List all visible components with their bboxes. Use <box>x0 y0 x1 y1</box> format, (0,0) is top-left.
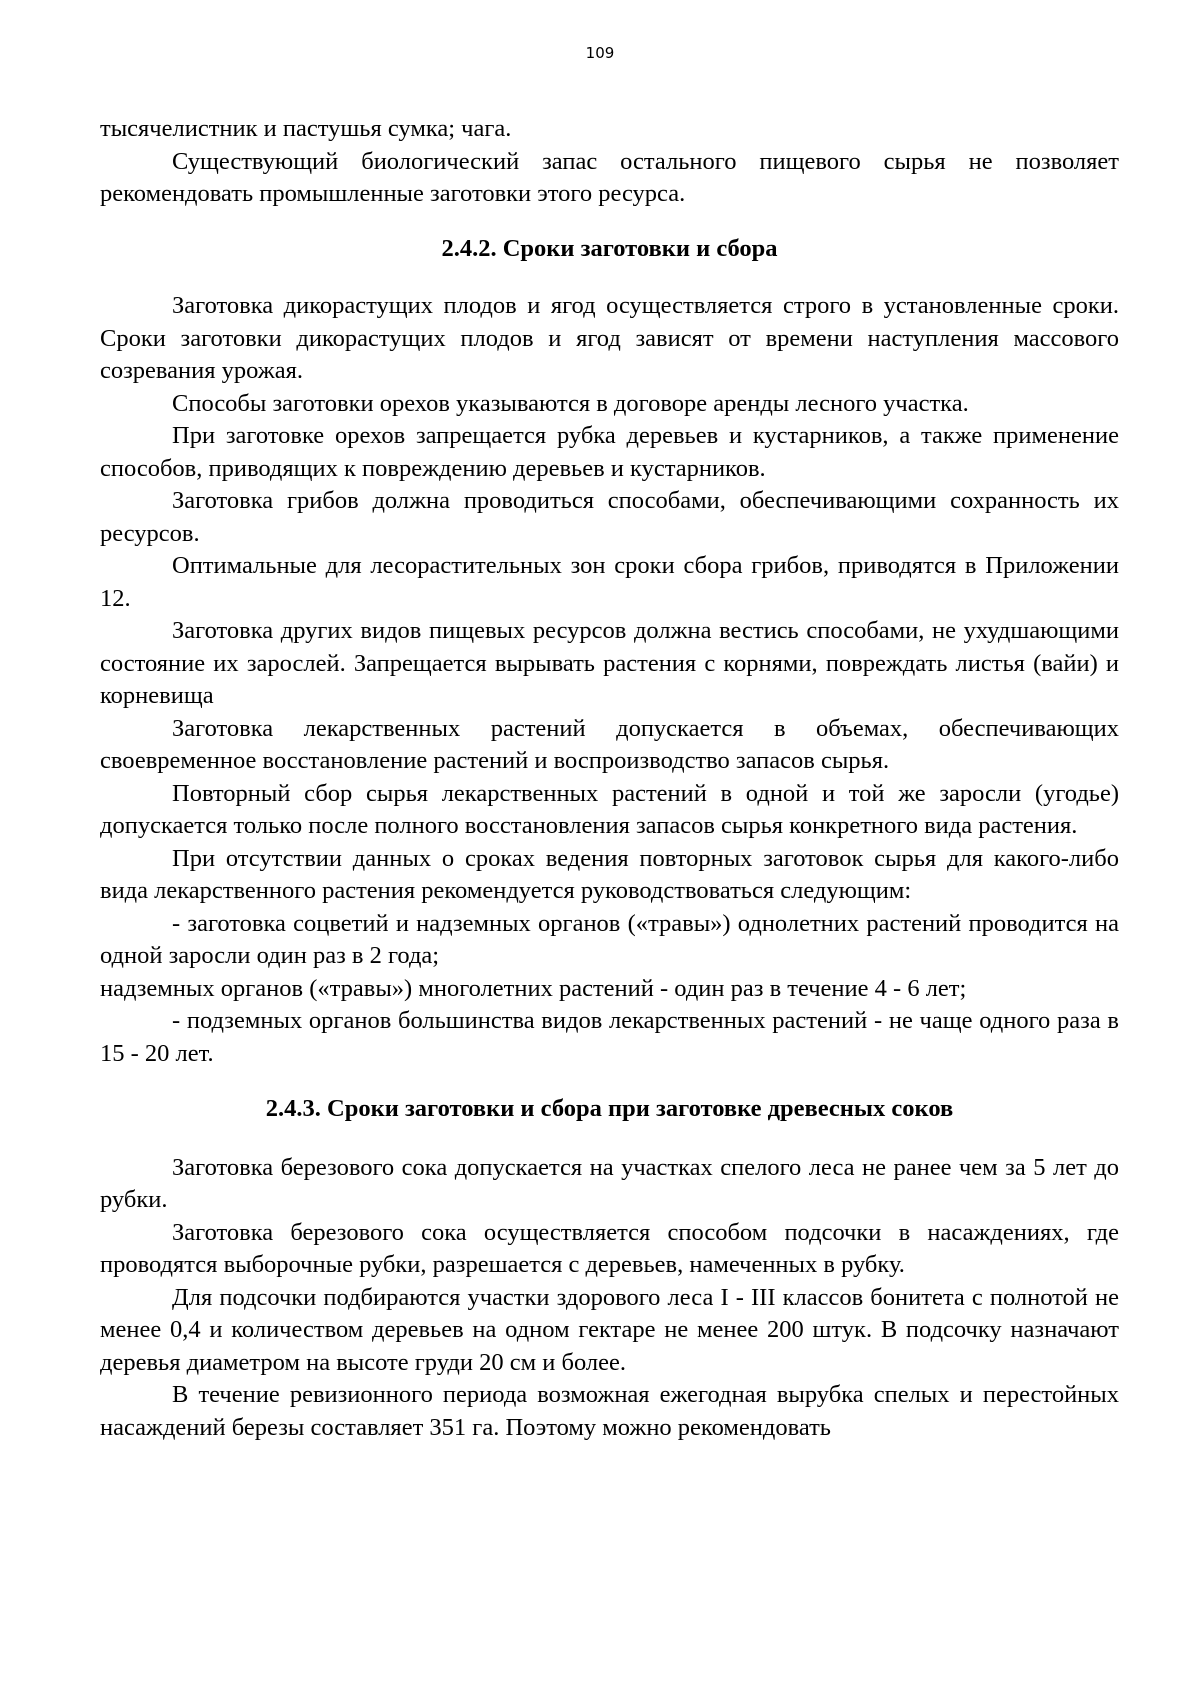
paragraph: В течение ревизионного периода возможная ежегодная вырубка спелых и перестойных насаждений березы составляет 351 га. Поэтому можно рекомендовать <box>100 1381 1119 1441</box>
paragraph: Заготовка березового сока осуществляется способом подсочки в насаждениях, где проводятся выборочные рубки, разрешается с деревьев, намеченных в рубку. <box>100 1218 1119 1278</box>
paragraph: Для подсочки подбираются участки здорового леса I - III классов бонитета с полнотой не менее 0,4 и количеством деревьев на одном гектаре не менее 200 штук. В подсочку назначают деревья диаметром на высоте груди 20 см и более. <box>100 1283 1119 1376</box>
paragraph: При отсутствии данных о сроках ведения повторных заготовок сырья для какого-либо вида лекарственного растения рекомендуется руководствоваться следующим: <box>100 844 1119 904</box>
paragraph: Повторный сбор сырья лекарственных растений в одной и той же заросли (угодье) допускается только после полного восстановления запасов сырья конкретного вида растения. <box>100 779 1119 839</box>
paragraph: Заготовка других видов пищевых ресурсов должна вестись способами, не ухудшающими состояние их зарослей. Запрещается вырывать растения с корнями, повреждать листья (вайи) и корневища <box>100 617 1119 709</box>
section-heading-2-4-2: 2.4.2. Сроки заготовки и сбора <box>441 234 778 262</box>
paragraph: Заготовка березового сока допускается на участках спелого леса не ранее чем за 5 лет до рубки. <box>100 1153 1119 1213</box>
section-heading-2-4-3: 2.4.3. Сроки заготовки и сбора при заготовке древесных соков <box>265 1095 954 1122</box>
paragraph: Заготовка грибов должна проводиться способами, обеспечивающими сохранность их ресурсов. <box>100 487 1119 547</box>
list-item: - заготовка соцветий и надземных органов («травы») однолетних растений проводится на одной заросли один раз в 2 года; <box>100 909 1119 969</box>
list-item: надземных органов («травы») многолетних растений - один раз в течение 4 - 6 лет; <box>100 974 967 1002</box>
paragraph: Оптимальные для лесорастительных зон сроки сбора грибов, приводятся в Приложении 12. <box>100 552 1119 612</box>
paragraph: Заготовка дикорастущих плодов и ягод осуществляется строго в установленные сроки. Сроки заготовки дикорастущих плодов и ягод зависят от времени наступления массового созревания урожая. <box>100 292 1119 384</box>
paragraph: тысячелистник и пастушья сумка; чага. <box>100 115 512 142</box>
paragraph: Существующий биологический запас остального пищевого сырья не позволяет рекомендовать промышленные заготовки этого ресурса. <box>100 147 1119 207</box>
paragraph: При заготовке орехов запрещается рубка деревьев и кустарников, а также применение способов, приводящих к повреждению деревьев и кустарников. <box>100 422 1119 482</box>
document-body <box>100 113 1119 1444</box>
paragraph: Заготовка лекарственных растений допускается в объемах, обеспечивающих своевременное восстановление растений и воспроизводство запасов сырья. <box>100 714 1119 774</box>
list-item: - подземных органов большинства видов лекарственных растений - не чаще одного раза в 15 - 20 лет. <box>100 1007 1119 1067</box>
page-number: 109 <box>585 44 615 62</box>
paragraph: Способы заготовки орехов указываются в договоре аренды лесного участка. <box>172 389 969 417</box>
